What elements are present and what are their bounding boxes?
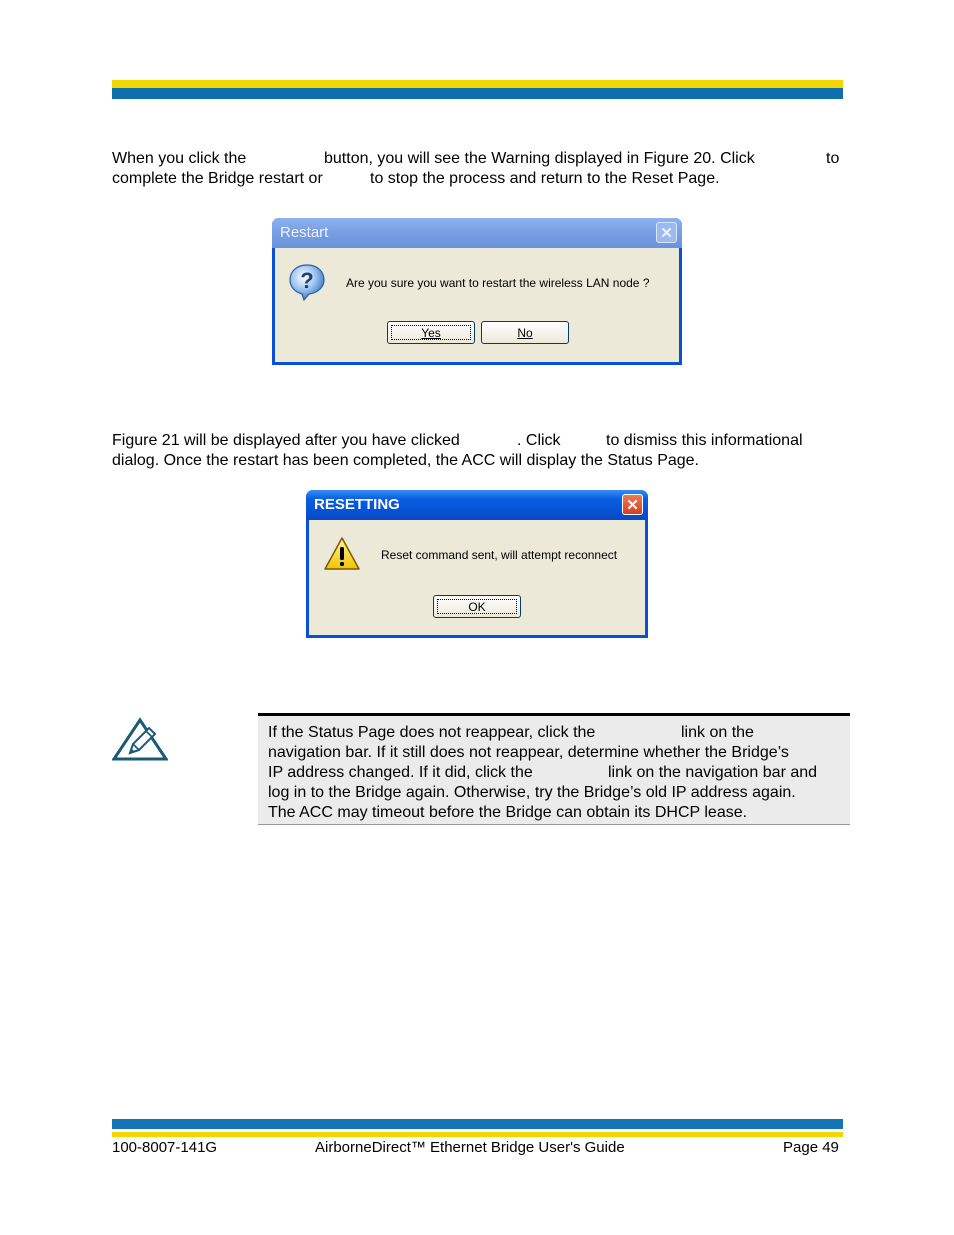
text-fragment: IP address changed. If it did, click the: [268, 764, 533, 781]
header-band-blue: [112, 88, 843, 99]
svg-text:?: ?: [300, 268, 314, 293]
text-fragment: link on the: [681, 724, 754, 741]
resetting-dialog: [306, 490, 648, 638]
paragraph-line: [112, 451, 844, 471]
text-fragment: If the Status Page does not reappear, click the: [268, 724, 596, 741]
text-fragment: complete the Bridge restart or: [112, 170, 323, 187]
text-fragment: log in to the Bridge again. Otherwise, try the Bridge’s old IP address again.: [268, 784, 796, 801]
footer-band-blue: [112, 1119, 843, 1129]
text-fragment: to dismiss this informational: [606, 432, 803, 449]
question-icon: [287, 262, 327, 302]
no-button-label: No: [517, 325, 533, 340]
note-line: [268, 783, 840, 803]
close-icon[interactable]: ✕: [622, 494, 643, 515]
resetting-dialog-body: [309, 520, 645, 635]
text-fragment: When you click the: [112, 150, 247, 167]
note-line: [268, 763, 840, 783]
footer-guide-title: AirborneDirect™ Ethernet Bridge User's Guide: [315, 1139, 625, 1156]
footer-band-yellow: [112, 1132, 843, 1137]
resetting-dialog-title: RESETTING: [314, 496, 400, 513]
note-line: [268, 803, 840, 823]
warning-icon: [323, 536, 361, 572]
ok-button-label: OK: [468, 599, 486, 614]
restart-dialog: [272, 218, 682, 365]
paragraph-resetting-intro: [112, 431, 844, 471]
text-fragment: link on the navigation bar and: [608, 764, 818, 781]
text-fragment: . Click: [517, 432, 561, 449]
note-line: [268, 723, 840, 743]
note-line: [268, 743, 840, 763]
restart-dialog-body: [275, 248, 679, 362]
ok-button[interactable]: [433, 595, 521, 618]
paragraph-line: [112, 149, 844, 169]
text-fragment: The ACC may timeout before the Bridge can obtain its DHCP lease.: [268, 804, 748, 821]
footer-page-number: Page 49: [783, 1139, 839, 1156]
text-fragment: to: [826, 150, 840, 167]
text-fragment: Figure 21 will be displayed after you have clicked: [112, 432, 460, 449]
resetting-dialog-message: Reset command sent, will attempt reconnect: [381, 548, 618, 562]
text-fragment: dialog. Once the restart has been completed, the ACC will display the Status Page.: [112, 452, 699, 469]
text-fragment: to stop the process and return to the Reset Page.: [370, 170, 720, 187]
no-button[interactable]: [481, 321, 569, 344]
restart-dialog-message: Are you sure you want to restart the wireless LAN node ?: [346, 276, 650, 290]
close-icon[interactable]: ✕: [656, 222, 677, 243]
footer-doc-number: 100-8007-141G: [112, 1139, 218, 1156]
paragraph-line: [112, 431, 844, 451]
text-fragment: button, you will see the Warning displayed in Figure 20. Click: [324, 150, 755, 167]
restart-dialog-titlebar[interactable]: [272, 218, 682, 248]
note-box: [258, 713, 850, 825]
restart-dialog-title: Restart: [280, 224, 329, 241]
yes-button[interactable]: [387, 321, 475, 344]
resetting-dialog-titlebar[interactable]: [306, 490, 648, 520]
note-pencil-icon: [112, 717, 168, 761]
yes-button-label: Yes: [421, 325, 441, 340]
paragraph-restart-intro: [112, 149, 844, 189]
paragraph-line: [112, 169, 844, 189]
header-band-yellow: [112, 80, 843, 88]
text-fragment: navigation bar. If it still does not reappear, determine whether the Bridge’s: [268, 744, 789, 761]
